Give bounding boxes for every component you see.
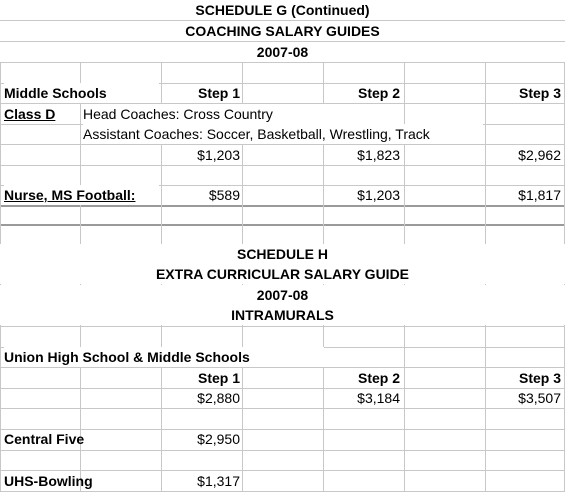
grid-row-line: [0, 326, 565, 327]
nurse-step3-value: $1,817: [518, 187, 561, 203]
grid-thick-line: [0, 205, 565, 207]
union-high-group-label: Union High School & Middle Schools: [4, 347, 324, 367]
class-d-step3-value: $2,962: [518, 147, 561, 163]
middle-schools-label: Middle Schools: [4, 83, 159, 103]
grid-row-line: [0, 450, 565, 451]
h-step2-header: Step 2: [357, 370, 400, 386]
intramurals-heading: INTRAMURALS: [0, 305, 565, 325]
uhs-bowling-value: $1,317: [197, 473, 240, 489]
central-five-value: $2,950: [197, 431, 240, 447]
class-d-step2-value: $1,823: [357, 147, 400, 163]
grid-row-line: [0, 144, 565, 145]
grid-row-line: [0, 367, 565, 368]
class-d-assistant-coaches: Assistant Coaches: Soccer, Basketball, Wrestling, Track: [83, 124, 483, 144]
intramurals-step1-value: $2,880: [197, 390, 240, 406]
class-d-label: Class D: [4, 106, 56, 122]
grid-row-line: [0, 388, 565, 389]
intramurals-step3-value: $3,507: [518, 390, 561, 406]
grid-thick-line: [0, 224, 565, 226]
class-d-head-coaches: Head Coaches: Cross Country: [83, 104, 328, 124]
grid-row-line: [0, 62, 565, 63]
intramurals-step2-value: $3,184: [357, 390, 400, 406]
schedule-g-title: SCHEDULE G (Continued): [0, 0, 565, 20]
g-step3-header: Step 3: [518, 85, 561, 101]
g-step2-header: Step 2: [357, 85, 400, 101]
schedule-g-year: 2007-08: [0, 42, 565, 62]
grid-row-line: [0, 165, 565, 166]
schedule-h-subtitle: EXTRA CURRICULAR SALARY GUIDE: [0, 264, 565, 284]
class-d-step1-value: $1,203: [197, 147, 240, 163]
nurse-step2-value: $1,203: [357, 187, 400, 203]
uhs-bowling-label: UHS-Bowling: [4, 473, 93, 489]
central-five-label: Central Five: [4, 431, 85, 447]
h-step1-header: Step 1: [197, 370, 240, 386]
schedule-h-title: SCHEDULE H: [0, 244, 565, 264]
nurse-ms-football-label: Nurse, MS Football:: [4, 185, 159, 205]
grid-row-line: [0, 408, 565, 409]
g-step1-header: Step 1: [197, 85, 240, 101]
h-step3-header: Step 3: [518, 370, 561, 386]
schedule-g-subtitle: COACHING SALARY GUIDES: [0, 21, 565, 41]
nurse-step1-value: $589: [208, 187, 240, 203]
schedule-h-year: 2007-08: [0, 285, 565, 305]
